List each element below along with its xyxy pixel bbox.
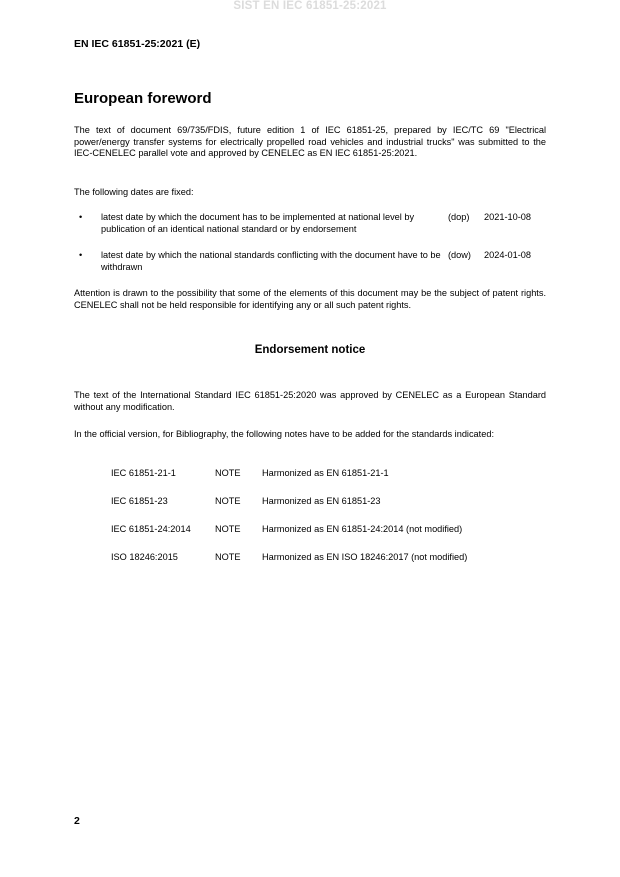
date-description: latest date by which the national standards conflicting with the document have to be withdrawn bbox=[101, 250, 441, 272]
date-abbreviation: (dop) bbox=[448, 212, 470, 222]
endorsement-text: The text of the International Standard IEC 61851-25:2020 was approved by CENELEC as a European Standard without any modification. bbox=[74, 390, 546, 412]
note-standard: ISO 18246:2015 bbox=[111, 552, 178, 562]
bibliography-intro: In the official version, for Bibliography, the following notes have to be added for the standards indicated: bbox=[74, 429, 494, 439]
patent-attention: Attention is drawn to the possibility that some of the elements of this document may be the subject of patent rights. CENELEC shall not be held responsible for identifying any or all such patent rights. bbox=[74, 288, 546, 310]
endorsement-title: Endorsement notice bbox=[254, 344, 366, 356]
document-code-header: EN IEC 61851-25:2021 (E) bbox=[74, 38, 201, 50]
date-value: 2021-10-08 bbox=[484, 212, 531, 222]
note-standard: IEC 61851-21-1 bbox=[111, 468, 176, 478]
foreword-title: European foreword bbox=[74, 90, 212, 107]
bullet-marker: • bbox=[79, 212, 83, 222]
note-text: Harmonized as EN 61851-23 bbox=[262, 496, 381, 506]
note-text: Harmonized as EN ISO 18246:2017 (not modified) bbox=[262, 552, 468, 562]
page-number: 2 bbox=[74, 815, 80, 827]
note-standard: IEC 61851-23 bbox=[111, 496, 168, 506]
note-label: NOTE bbox=[215, 468, 241, 478]
date-abbreviation: (dow) bbox=[448, 250, 471, 260]
note-standard: IEC 61851-24:2014 bbox=[111, 524, 191, 534]
note-label: NOTE bbox=[215, 524, 241, 534]
note-text: Harmonized as EN 61851-21-1 bbox=[262, 468, 389, 478]
note-label: NOTE bbox=[215, 552, 241, 562]
note-text: Harmonized as EN 61851-24:2014 (not modified) bbox=[262, 524, 463, 534]
watermark: SIST EN IEC 61851-25:2021 bbox=[233, 0, 387, 12]
date-description: latest date by which the document has to be implemented at national level by publication of an identical national standard or by endorsement bbox=[101, 212, 415, 234]
note-label: NOTE bbox=[215, 496, 241, 506]
dates-intro: The following dates are fixed: bbox=[74, 187, 194, 197]
date-value: 2024-01-08 bbox=[484, 250, 531, 260]
foreword-intro: The text of document 69/735/FDIS, future edition 1 of IEC 61851-25, prepared by IEC/TC 69 "Electrical power/energy transfer systems for electrically propelled road vehicles and industrial trucks" was submitted to the IEC-CENELEC parallel vote and approved by CENELEC as EN IEC 61851-25:2021. bbox=[74, 125, 546, 158]
bullet-marker: • bbox=[79, 250, 83, 260]
